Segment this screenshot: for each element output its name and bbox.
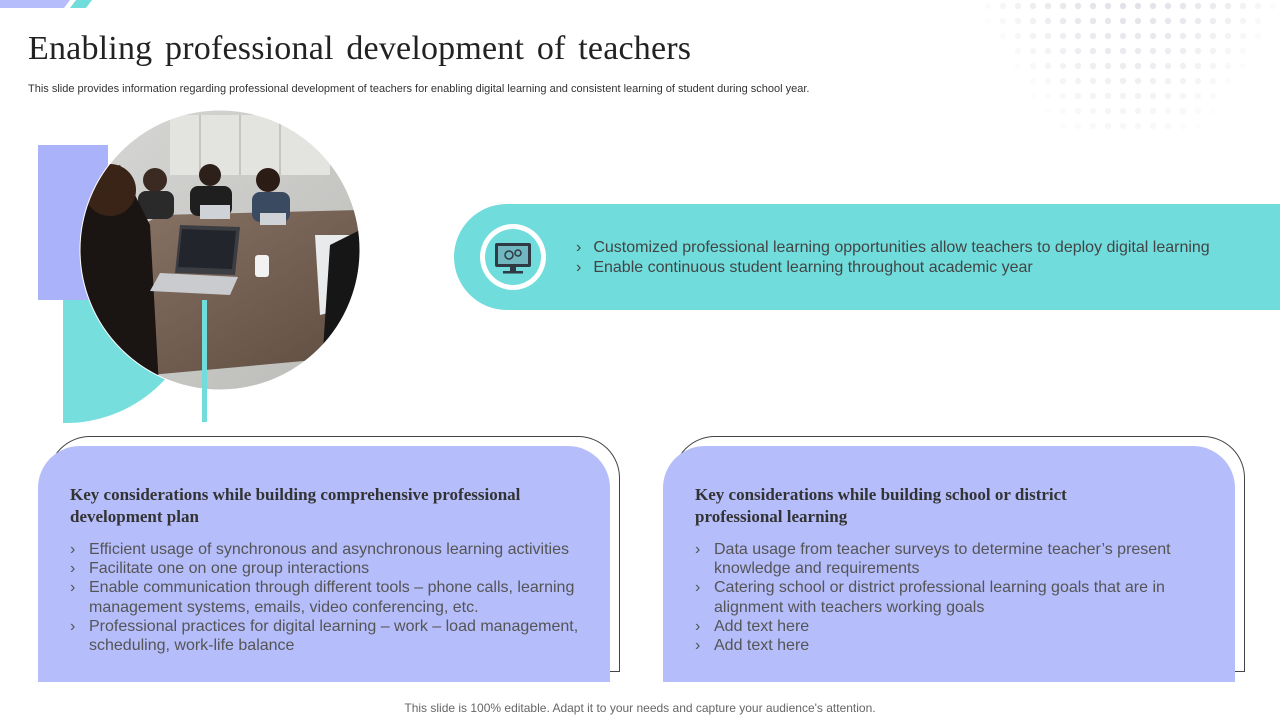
meeting-photo bbox=[30, 105, 370, 435]
teal-connector-line bbox=[202, 300, 207, 422]
highlight-band bbox=[454, 204, 1280, 310]
card-bullet-list bbox=[695, 540, 1215, 655]
footer-note: This slide is 100% editable. Adapt it to your needs and capture your audience's attention. bbox=[404, 701, 876, 715]
card-bullet: › Data usage from teacher surveys to determine teacher’s present knowledge and requirements bbox=[695, 540, 1215, 578]
consideration-card-school bbox=[663, 436, 1247, 682]
card-bullet: › Enable communication through different tools – phone calls, learning management systems, emails, video conferencing, etc. bbox=[70, 578, 590, 616]
meeting-photo-group bbox=[30, 105, 370, 435]
corner-decoration bbox=[0, 0, 120, 10]
dot-pattern-decoration bbox=[980, 0, 1280, 140]
card-bullet: › Professional practices for digital learning – work – load management, scheduling, work-life balance bbox=[70, 617, 590, 655]
consideration-card-plan bbox=[38, 436, 622, 682]
card-panel bbox=[38, 446, 610, 682]
card-bullet: › Add text here bbox=[695, 636, 1215, 655]
card-title: Key considerations while building school or district professional learning bbox=[695, 485, 1067, 526]
band-bullet: › Enable continuous student learning throughout academic year bbox=[576, 258, 1210, 278]
icon-badge bbox=[480, 224, 546, 290]
computer-settings-icon bbox=[491, 235, 535, 279]
card-bullet: › Efficient usage of synchronous and asynchronous learning activities bbox=[70, 540, 590, 559]
page-subtitle: This slide provides information regarding professional development of teachers for enabling digital learning and consistent learning of student during school year. bbox=[28, 83, 810, 95]
card-panel bbox=[663, 446, 1235, 682]
card-title: Key considerations while building comprehensive professional development plan bbox=[70, 485, 521, 526]
card-bullet: › Facilitate one on one group interactions bbox=[70, 559, 590, 578]
band-bullet-list bbox=[576, 238, 1210, 277]
card-bullet: › Catering school or district professional learning goals that are in alignment with teachers working goals bbox=[695, 578, 1215, 616]
page-title: Enabling professional development of teachers bbox=[28, 30, 692, 67]
band-bullet: › Customized professional learning opportunities allow teachers to deploy digital learning bbox=[576, 238, 1210, 258]
card-bullet: › Add text here bbox=[695, 617, 1215, 636]
card-bullet-list bbox=[70, 540, 590, 655]
